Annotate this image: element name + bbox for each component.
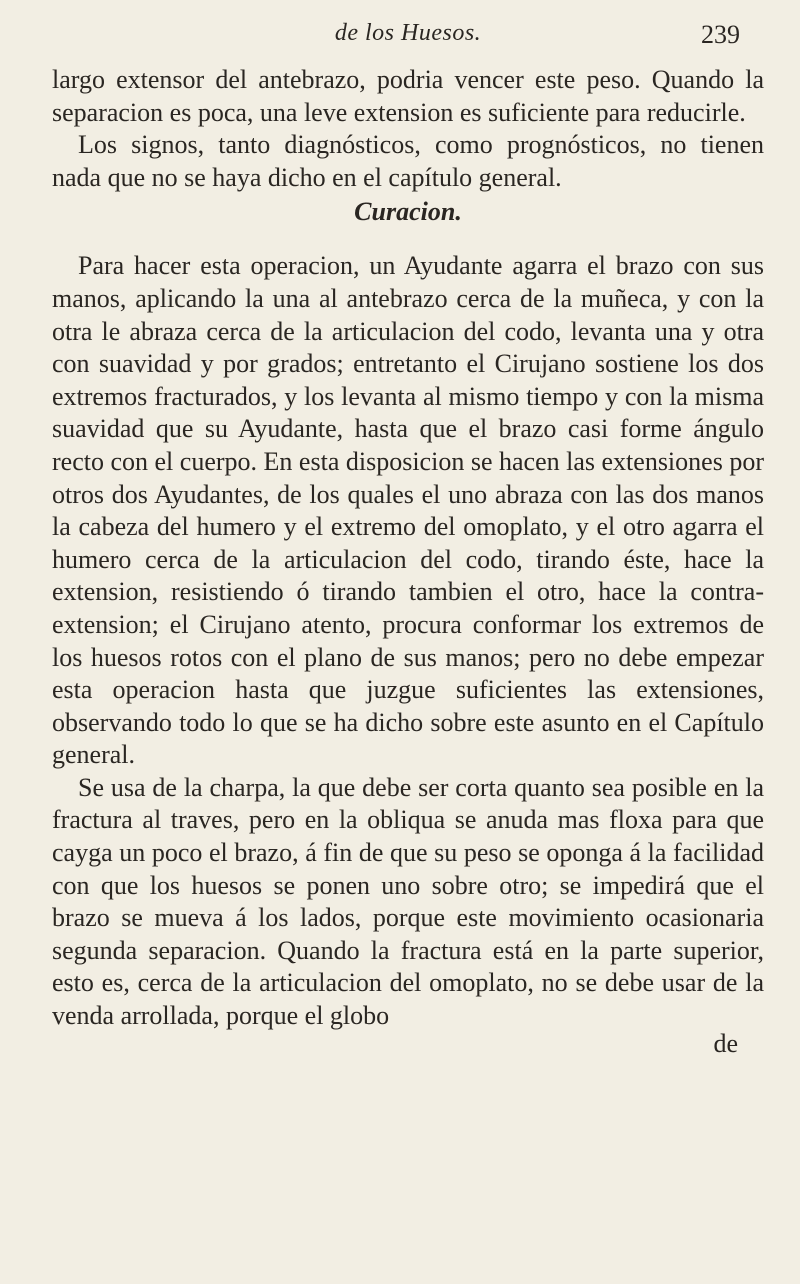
section-heading: Curacion. (354, 197, 462, 227)
paragraph-sling: Se usa de la charpa, la que debe ser corta quanto sea posible en la fractura al traves, pero en la obliqua se anuda mas floxa para que cayga un poco el brazo, á fin de que su peso se oponga á la facilidad con que los huesos se ponen uno sobre otro; se impedirá que el brazo se mueva á los lados, porque este movimiento ocasionaria segunda separacion. Quando la fractura está en la parte superior, esto es, cerca de la articulacion del omoplato, no se debe usar de la venda arrollada, porque el globo (52, 772, 764, 1031)
catchword: de (713, 1028, 738, 1058)
text-body (52, 64, 764, 1059)
paragraph-signs: Los signos, tanto diagnósticos, como prognósticos, no tienen nada que no se haya dicho en el capítulo general. (52, 130, 764, 192)
page-number: 239 (701, 20, 740, 49)
running-title: de los Huesos. (334, 20, 482, 46)
paragraph-continuation: largo extensor del antebrazo, podria vencer este peso. Quando la separacion es poca, una leve extension es suficiente para reducirle. (52, 65, 764, 127)
paragraph-operation: Para hacer esta operacion, un Ayudante agarra el brazo con sus manos, aplicando la una al antebrazo cerca de la muñeca, y con la otra le abraza cerca de la articulacion del codo, levanta una y otra con suavidad y por grados; entretanto el Cirujano sostiene los dos extremos fracturados, y los levanta al mismo tiempo y con la misma suavidad que su Ayudante, hasta que el brazo casi forme ángulo recto con el cuerpo. En esta disposicion se hacen las extensiones por otros dos Ayudantes, de los quales el uno abraza con las dos manos la cabeza del humero y el extremo del omoplato, y el otro agarra el humero cerca de la articulacion del codo, tirando éste, hace la extension, resistiendo ó tirando tambien el otro, hace la contra-extension; el Cirujano atento, procura conformar los extremos de los huesos rotos con el plano de sus manos; pero no debe empezar esta operacion hasta que juzgue suficientes las extensiones, observando todo lo que se ha dicho sobre este asunto en el Capítulo general. (52, 251, 764, 770)
running-head (52, 18, 764, 64)
